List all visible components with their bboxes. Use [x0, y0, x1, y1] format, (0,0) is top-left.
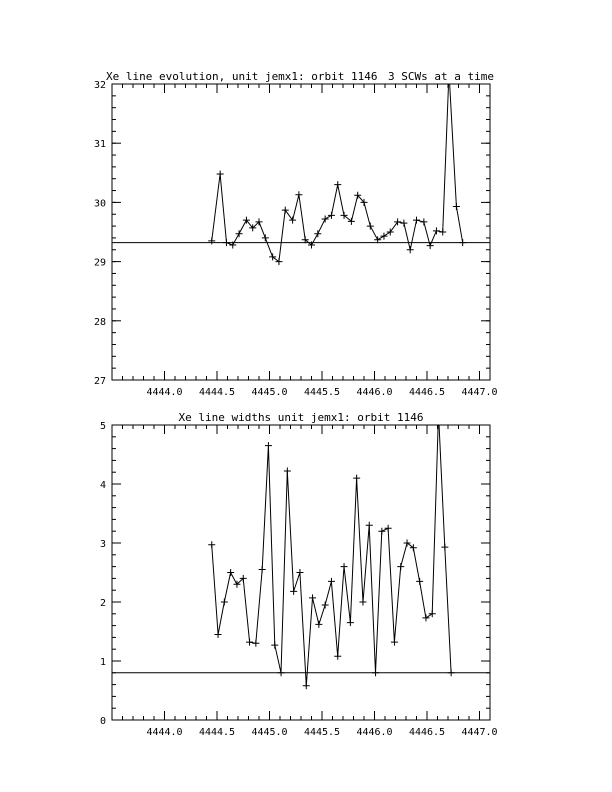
- bottom-data-point: [227, 569, 234, 576]
- top-x-tick-label: 4446.5: [408, 387, 446, 398]
- bottom-data-point: [252, 640, 259, 647]
- top-y-tick-label: 28: [93, 316, 106, 328]
- bottom-data-point: [441, 544, 448, 551]
- top-data-point: [413, 217, 420, 224]
- top-data-point: [262, 234, 269, 241]
- bottom-data-point: [290, 588, 297, 595]
- bottom-x-tick-label: 4446.0: [356, 727, 393, 738]
- top-data-point: [282, 207, 289, 214]
- bottom-data-point: [328, 578, 335, 585]
- top-data-point: [433, 227, 440, 234]
- bottom-data-point: [353, 475, 360, 482]
- top-data-point: [394, 218, 401, 225]
- top-chart-title: Xe line evolution, unit jemx1: orbit 1146: [106, 70, 378, 83]
- bottom-x-tick-label: 4446.5: [408, 727, 446, 738]
- bottom-series-line: [212, 413, 451, 686]
- bottom-data-point: [215, 631, 222, 638]
- top-annotation: 3 SCWs at a time: [388, 70, 494, 83]
- bottom-data-point: [265, 442, 272, 449]
- bottom-data-point: [429, 610, 436, 617]
- top-data-point: [208, 237, 215, 244]
- bottom-y-tick-label: 4: [99, 480, 106, 491]
- bottom-data-point: [416, 578, 423, 585]
- top-data-point: [374, 236, 381, 243]
- bottom-data-point: [309, 594, 316, 601]
- top-y-tick-label: 31: [93, 139, 106, 151]
- top-plot-frame: [112, 84, 490, 380]
- top-data-point: [275, 258, 282, 265]
- bottom-data-point: [271, 642, 278, 649]
- top-y-tick-label: 30: [93, 198, 106, 210]
- bottom-y-tick-label: 2: [99, 598, 106, 609]
- top-x-tick-label: 4445.0: [251, 387, 288, 398]
- bottom-data-point: [385, 525, 392, 532]
- top-x-tick-label: 4445.5: [303, 387, 341, 398]
- bottom-data-point: [422, 614, 429, 621]
- top-data-point: [334, 181, 341, 188]
- bottom-x-tick-label: 4445.5: [303, 727, 341, 738]
- bottom-data-point: [259, 566, 266, 573]
- top-data-point: [400, 220, 407, 227]
- bottom-chart-title: Xe line widths unit jemx1: orbit 1146: [178, 411, 424, 424]
- bottom-x-tick-label: 4444.5: [198, 727, 236, 738]
- bottom-data-point: [284, 468, 291, 475]
- top-data-point: [439, 229, 446, 236]
- top-data-point: [459, 239, 466, 246]
- bottom-data-point: [246, 639, 253, 646]
- top-y-tick-label: 29: [93, 257, 106, 269]
- top-data-point: [314, 230, 321, 237]
- bottom-data-point: [322, 601, 329, 608]
- top-x-tick-label: 4444.5: [198, 387, 236, 398]
- bottom-x-tick-label: 4444.0: [146, 727, 183, 738]
- top-x-tick-label: 4447.0: [461, 387, 498, 398]
- bottom-data-point: [397, 563, 404, 570]
- top-data-point: [223, 239, 230, 246]
- top-x-tick-label: 4444.0: [146, 387, 183, 398]
- top-data-point: [295, 191, 302, 198]
- top-data-point: [407, 246, 414, 253]
- bottom-data-point: [391, 639, 398, 646]
- top-data-point: [380, 233, 387, 240]
- bottom-data-point: [372, 669, 379, 676]
- bottom-data-point: [448, 669, 455, 676]
- bottom-data-point: [359, 599, 366, 606]
- bottom-y-tick-label: 5: [99, 421, 106, 432]
- bottom-y-tick-label: 3: [99, 539, 106, 550]
- bottom-data-point: [334, 653, 341, 660]
- bottom-data-point: [303, 682, 310, 689]
- top-data-point: [289, 217, 296, 224]
- bottom-data-point: [341, 563, 348, 570]
- top-data-point: [328, 212, 335, 219]
- bottom-data-point: [366, 522, 373, 529]
- top-y-tick-label: 32: [93, 80, 106, 91]
- bottom-data-point: [278, 669, 285, 676]
- bottom-y-tick-label: 1: [99, 657, 106, 668]
- top-data-point: [420, 218, 427, 225]
- top-x-tick-label: 4446.0: [356, 387, 393, 398]
- top-data-point: [453, 203, 460, 210]
- bottom-y-tick-label: 0: [99, 716, 106, 727]
- bottom-x-tick-label: 4445.0: [251, 727, 288, 738]
- top-series-line: [212, 72, 463, 261]
- top-data-point: [367, 223, 374, 230]
- bottom-data-point: [378, 528, 385, 535]
- bottom-data-point: [221, 599, 228, 606]
- bottom-data-point: [296, 569, 303, 576]
- bottom-data-point: [404, 540, 411, 547]
- top-y-tick-label: 27: [93, 376, 106, 387]
- top-data-point: [387, 229, 394, 236]
- bottom-data-point: [208, 541, 215, 548]
- top-data-point: [217, 170, 224, 177]
- top-data-point: [322, 215, 329, 222]
- top-data-point: [427, 242, 434, 249]
- bottom-data-point: [315, 621, 322, 628]
- bottom-x-tick-label: 4447.0: [461, 727, 498, 738]
- top-data-point: [236, 230, 243, 237]
- bottom-data-point: [347, 619, 354, 626]
